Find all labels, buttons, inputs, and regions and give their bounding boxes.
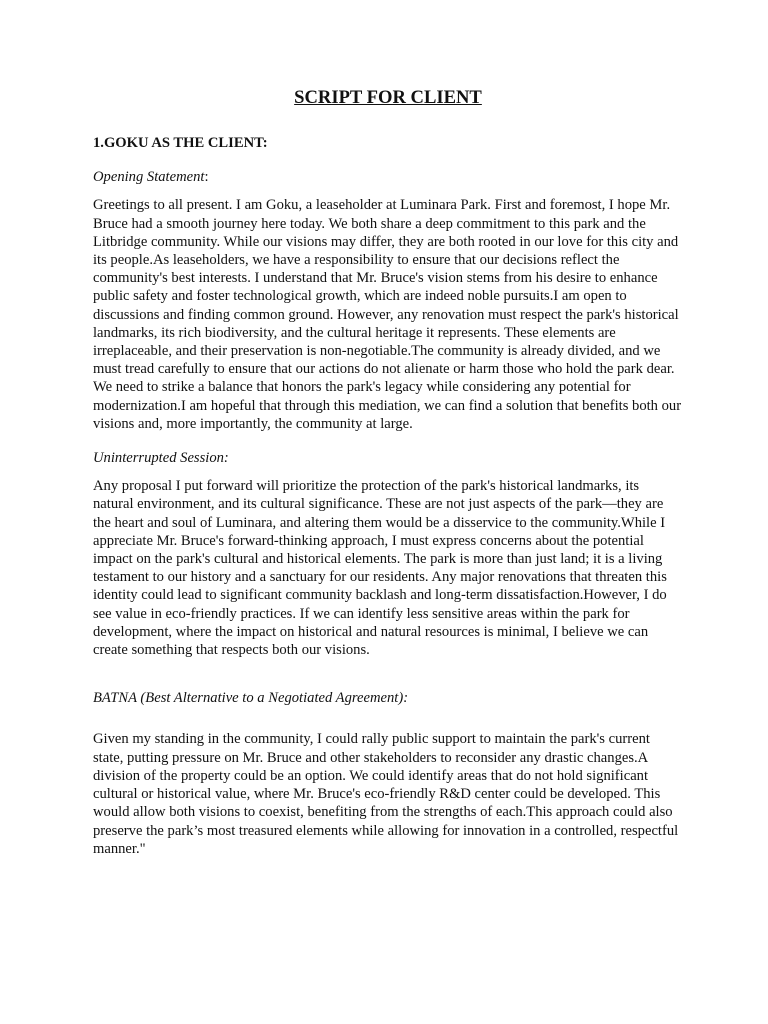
uninterrupted-session-text: Any proposal I put forward will prioritize the protection of the park's historical landmarks, its natural environment, and its cultural significance. These are not just aspects of the park—they are the heart and soul of Luminara, and altering them would be a disservice to the community.While I appreciate Mr. Bruce's forward-thinking approach, I must express concerns about the potential impact on the park's cultural and historical elements. The park is more than just land; it is a living testament to our history and a sanctuary for our residents. Any major renovations that threaten this identity could lead to significant community backlash and long-term dissatisfaction.However, I do see value in eco-friendly practices. If we can identify less sensitive areas within the park for development, where the impact on historical and natural resources is minimal, I believe we can create something that respects both our visions. bbox=[93, 478, 667, 659]
opening-statement-colon: : bbox=[204, 169, 209, 186]
uninterrupted-session-label: Uninterrupted Session: bbox=[93, 450, 229, 467]
batna-label: BATNA (Best Alternative to a Negotiated Agreement): bbox=[93, 690, 409, 707]
opening-statement-label-text: Opening Statement bbox=[93, 169, 205, 186]
document-title: SCRIPT FOR CLIENT bbox=[294, 87, 482, 108]
section-heading: 1.GOKU AS THE CLIENT: bbox=[93, 135, 268, 151]
document-page bbox=[93, 86, 683, 874]
batna-text: Given my standing in the community, I could rally public support to maintain the park's current state, putting pressure on Mr. Bruce and other stakeholders to reconsider any drastic changes.A division of the property could be an option. We could identify areas that do not hold significant cultural or historical value, where Mr. Bruce's eco-friendly R&D center could be developed. This would allow both visions to coexist, benefiting from the strengths of each.This approach could also preserve the park’s most treasured elements while allowing for innovation in a controlled, respectful manner." bbox=[93, 731, 679, 857]
opening-statement-label bbox=[93, 168, 683, 186]
opening-statement-text: Greetings to all present. I am Goku, a leaseholder at Luminara Park. First and foremost, I hope Mr. Bruce had a smooth journey here today. We both share a deep commitment to this park and the Litbridge community. While our visions may differ, they are both rooted in our love for this city and its people.As leaseholders, we have a responsibility to ensure that our decisions reflect the community's best interests. I understand that Mr. Bruce's vision stems from his desire to enhance public safety and foster technological growth, which are indeed noble pursuits.I am open to discussions and finding common ground. However, any renovation must respect the park's historical landmarks, its rich biodiversity, and the cultural heritage it represents. These elements are irreplaceable, and their preservation is non-negotiable.The community is already divided, and we must tread carefully to ensure that our actions do not alienate or harm those who hold the park dear. We need to strike a balance that honors the park's legacy while considering any potential for modernization.I am hopeful that through this mediation, we can find a solution that benefits both our visions and, more importantly, the community at large. bbox=[93, 197, 682, 432]
